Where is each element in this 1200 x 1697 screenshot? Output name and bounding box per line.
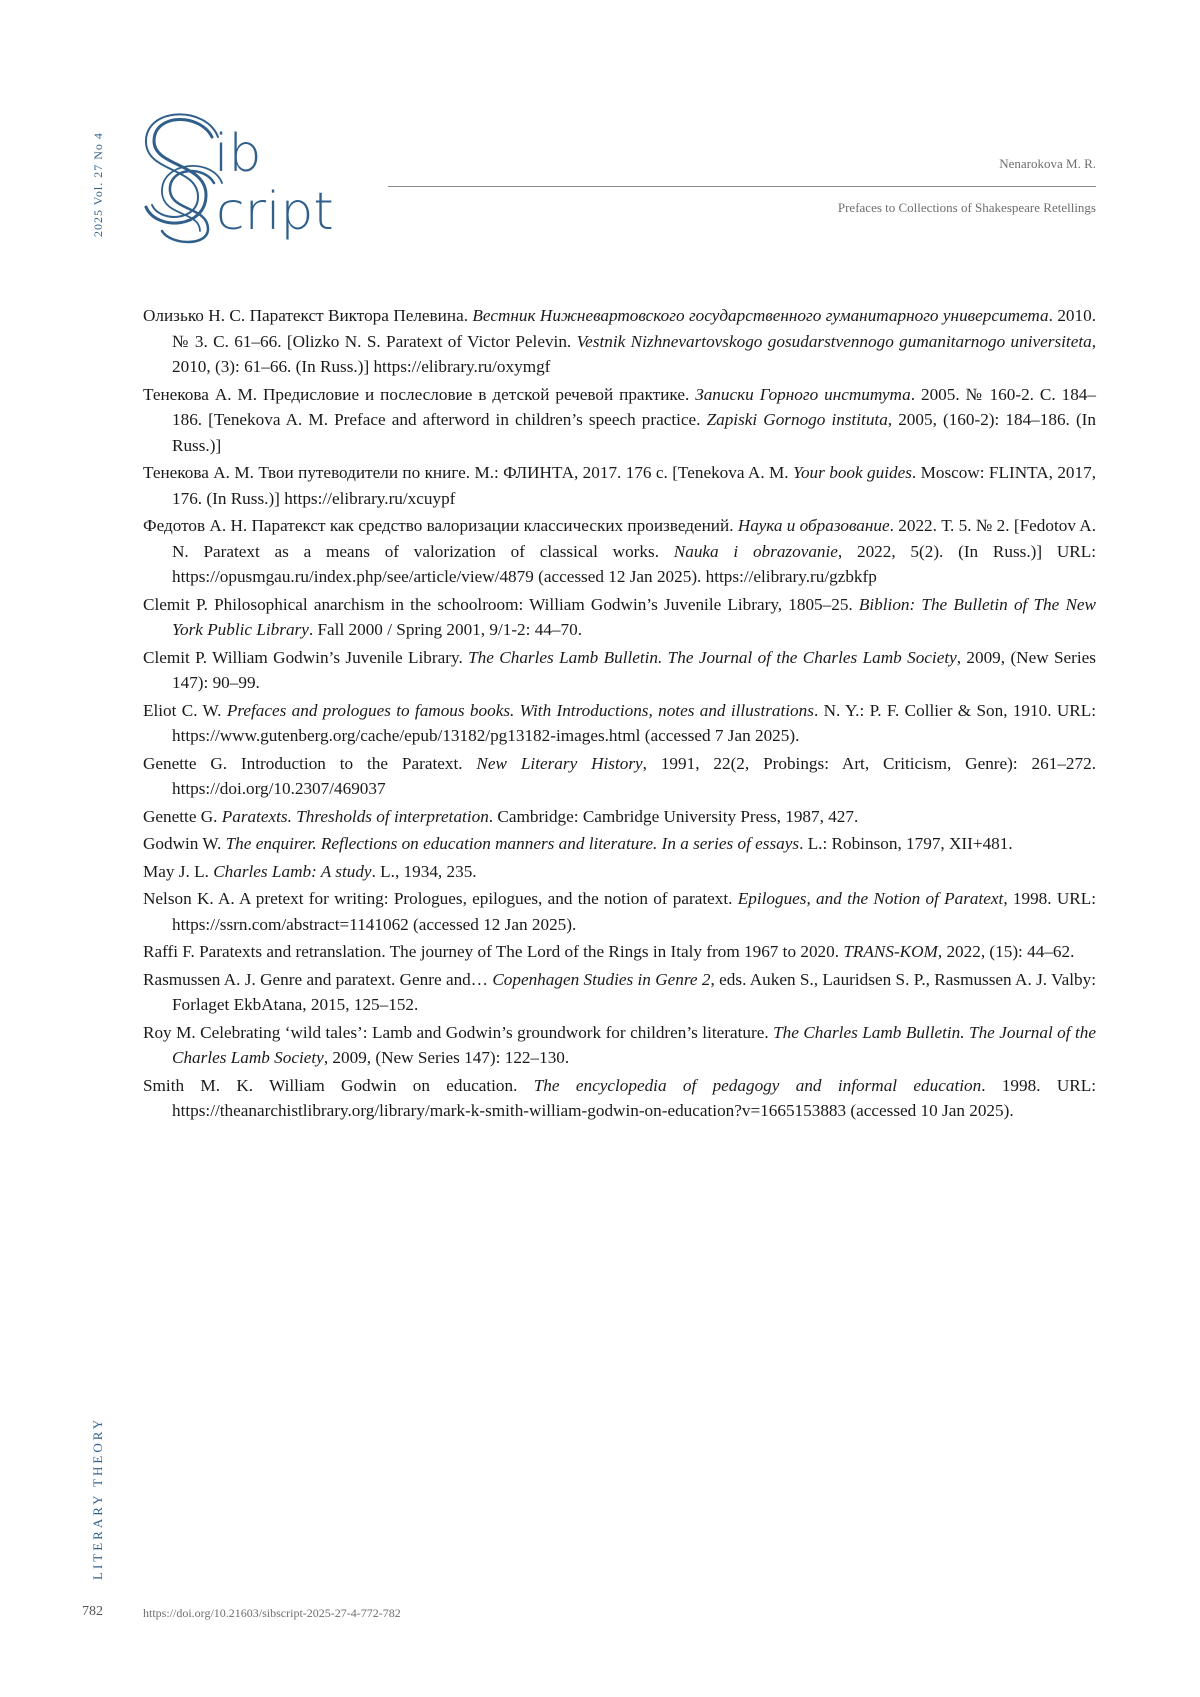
reference-item: [143, 1020, 1096, 1071]
svg-text:ib: ib: [214, 124, 261, 184]
reference-text: Raffi F. Paratexts and retranslation. The journey of The Lord of the Rings in Italy from 1967 to 2020.: [143, 942, 843, 961]
reference-item: [143, 859, 1096, 885]
reference-source-title: Вестник Нижневартовского государственного гуманитарного университета: [472, 306, 1048, 325]
reference-text: Clemit P. William Godwin’s Juvenile Library.: [143, 648, 468, 667]
reference-item: [143, 645, 1096, 696]
reference-source-title: The Charles Lamb Bulletin. The Journal of the Charles Lamb Society: [468, 648, 957, 667]
reference-text: . 2022. Т. 5. № 2. [Fedotov A. N. Paratext as a means of valorization of classical works.: [172, 516, 1096, 561]
reference-source-title: New Literary History: [476, 754, 642, 773]
author-name: Nenarokova M. R.: [999, 156, 1096, 172]
reference-source-title: Your book guides: [793, 463, 912, 482]
reference-text: Eliot C. W.: [143, 701, 227, 720]
reference-item: [143, 592, 1096, 643]
reference-text: . 1998. URL: https://theanarchistlibrary.org/library/mark-k-smith-william-godwin-on-education?v=1665153883 (accessed 10 Jan 2025).: [172, 1076, 1096, 1121]
reference-text: . L.: Robinson, 1797, XII+481.: [799, 834, 1013, 853]
reference-text: Godwin W.: [143, 834, 226, 853]
reference-source-title: Charles Lamb: A study: [213, 862, 371, 881]
reference-text: . 2010. № 3. С. 61–66. [Olizko N. S. Paratext of Victor Pelevin.: [172, 306, 1096, 351]
reference-item: [143, 751, 1096, 802]
doi-link[interactable]: https://doi.org/10.21603/sibscript-2025-27-4-772-782: [143, 1606, 401, 1621]
reference-text: , 2009, (New Series 147): 122–130.: [324, 1048, 569, 1067]
reference-text: . Cambridge: Cambridge University Press, 1987, 427.: [489, 807, 859, 826]
reference-text: , 2022, 5(2). (In Russ.)] URL: https://opusmgau.ru/index.php/see/article/view/4879 (accessed 12 Jan 2025). https://elibrary.ru/gzbkfp: [172, 542, 1096, 587]
reference-text: Федотов А. Н. Паратекст как средство валоризации классических произведений.: [143, 516, 738, 535]
article-title: Prefaces to Collections of Shakespeare Retellings: [838, 200, 1096, 216]
reference-text: Clemit P. Philosophical anarchism in the schoolroom: William Godwin’s Juvenile Library, 1805–25.: [143, 595, 859, 614]
reference-item: [143, 1073, 1096, 1124]
reference-source-title: Nauka i obrazovanie: [674, 542, 838, 561]
reference-text: , 1998. URL: https://ssrn.com/abstract=1141062 (accessed 12 Jan 2025).: [172, 889, 1096, 934]
reference-text: , eds. Auken S., Lauridsen S. P., Rasmussen A. J. Valby: Forlaget EkbAtana, 2015, 125–152.: [172, 970, 1096, 1015]
reference-text: Genette G.: [143, 807, 222, 826]
section-label: LITERARY THEORY: [90, 1417, 106, 1580]
reference-source-title: Paratexts. Thresholds of interpretation: [222, 807, 489, 826]
reference-text: . N. Y.: P. F. Collier & Son, 1910. URL: https://www.gutenberg.org/cache/epub/13182/pg13182-images.html (accessed 7 Jan 2025).: [172, 701, 1096, 746]
reference-source-title: Vestnik Nizhnevartovskogo gosudarstvennogo gumanitarnogo universiteta: [577, 332, 1092, 351]
sibscript-logo: [140, 105, 370, 245]
reference-item: [143, 698, 1096, 749]
svg-text:cript: cript: [216, 182, 334, 242]
reference-text: . L., 1934, 235.: [372, 862, 477, 881]
reference-list: [143, 303, 1096, 1126]
reference-text: , 2022, (15): 44–62.: [938, 942, 1075, 961]
reference-source-title: The Charles Lamb Bulletin. The Journal of the Charles Lamb Society: [172, 1023, 1096, 1068]
header-rule: [388, 186, 1096, 187]
reference-text: Nelson K. A. A pretext for writing: Prologues, epilogues, and the notion of paratext.: [143, 889, 738, 908]
reference-text: Roy M. Celebrating ‘wild tales’: Lamb and Godwin’s groundwork for children’s literature.: [143, 1023, 773, 1042]
reference-text: , 2009, (New Series 147): 90–99.: [172, 648, 1096, 693]
reference-item: [143, 460, 1096, 511]
reference-item: [143, 513, 1096, 590]
reference-source-title: Zapiski Gornogo instituta: [707, 410, 888, 429]
reference-source-title: Epilogues, and the Notion of Paratext: [738, 889, 1004, 908]
reference-text: May J. L.: [143, 862, 213, 881]
reference-source-title: Наука и образование: [738, 516, 890, 535]
reference-item: [143, 886, 1096, 937]
reference-text: Genette G. Introduction to the Paratext.: [143, 754, 476, 773]
reference-text: Олизько Н. С. Паратекст Виктора Пелевина.: [143, 306, 472, 325]
reference-item: [143, 831, 1096, 857]
reference-text: Тенекова А. М. Предисловие и послесловие в детской речевой практике.: [143, 385, 695, 404]
reference-item: [143, 967, 1096, 1018]
reference-source-title: Copenhagen Studies in Genre 2: [492, 970, 710, 989]
reference-text: . 2005. № 160-2. С. 184–186. [Tenekova A. M. Preface and afterword in children’s speech practice.: [172, 385, 1096, 430]
reference-text: . Moscow: FLINTA, 2017, 176. (In Russ.)] https://elibrary.ru/xcuypf: [172, 463, 1096, 508]
reference-source-title: The enquirer. Reflections on education manners and literature. In a series of essays: [226, 834, 799, 853]
reference-text: Smith M. K. William Godwin on education.: [143, 1076, 534, 1095]
reference-item: [143, 939, 1096, 965]
reference-text: . Fall 2000 / Spring 2001, 9/1-2: 44–70.: [309, 620, 582, 639]
reference-source-title: TRANS-KOM: [843, 942, 938, 961]
reference-source-title: Записки Горного института: [695, 385, 911, 404]
reference-source-title: The encyclopedia of pedagogy and informal education: [534, 1076, 981, 1095]
reference-text: , 2005, (160-2): 184–186. (In Russ.)]: [172, 410, 1096, 455]
reference-text: , 2010, (3): 61–66. (In Russ.)] https://elibrary.ru/oxymgf: [172, 332, 1096, 377]
reference-source-title: Biblion: The Bulletin of The New York Public Library: [172, 595, 1096, 640]
reference-item: [143, 804, 1096, 830]
reference-text: Тенекова А. М. Твои путеводители по книге. М.: ФЛИНТА, 2017. 176 с. [Tenekova A. M.: [143, 463, 793, 482]
volume-label: 2025 Vol. 27 No 4: [91, 132, 106, 237]
reference-text: Rasmussen A. J. Genre and paratext. Genre and…: [143, 970, 492, 989]
reference-source-title: Prefaces and prologues to famous books. With Introductions, notes and illustrations: [227, 701, 814, 720]
reference-text: , 1991, 22(2, Probings: Art, Criticism, Genre): 261–272. https://doi.org/10.2307/469037: [172, 754, 1096, 799]
page-number: 782: [82, 1604, 103, 1620]
reference-item: [143, 303, 1096, 380]
reference-item: [143, 382, 1096, 459]
